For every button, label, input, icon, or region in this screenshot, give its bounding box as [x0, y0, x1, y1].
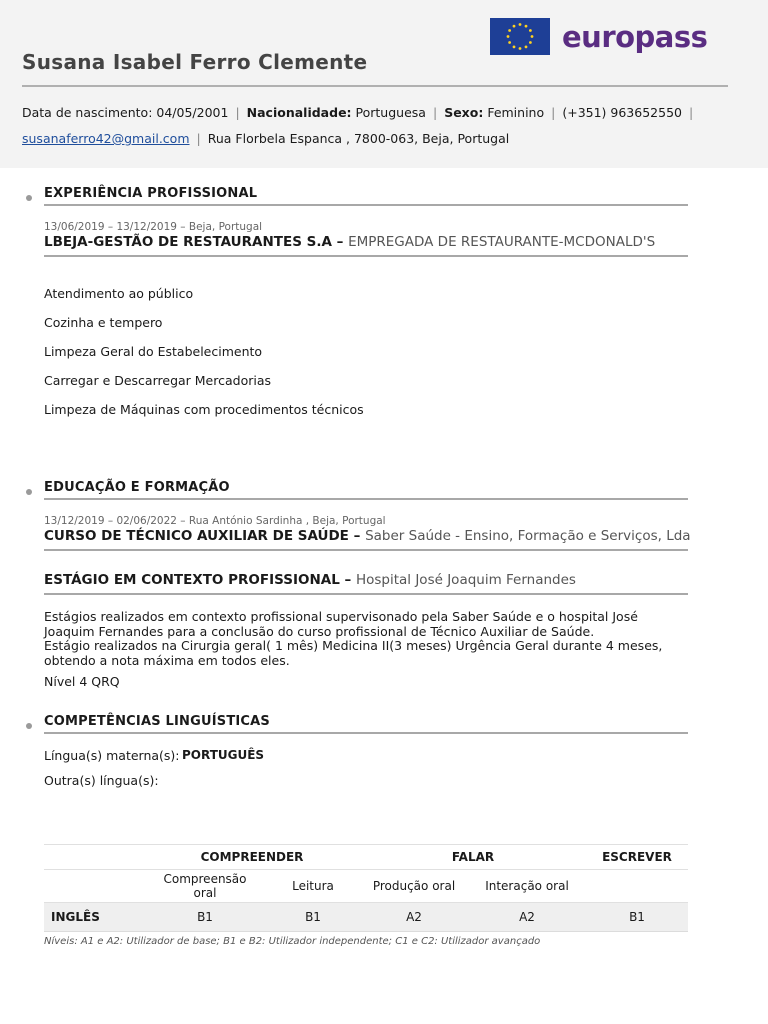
eu-star-icon [519, 23, 522, 26]
internship-heading [44, 572, 688, 595]
mother-tongue: PORTUGUÊS [182, 748, 265, 762]
column-group-header: ESCREVER [586, 845, 688, 870]
eu-star-icon [519, 47, 522, 50]
experience-meta: 13/06/2019 – 13/12/2019 – Beja, Portugal [44, 221, 263, 233]
birth-date: Data de nascimento: 04/05/2001 [22, 105, 229, 120]
eu-star-icon [525, 25, 528, 28]
eu-star-icon [531, 35, 534, 38]
email-link[interactable]: susanaferro42@gmail.com [22, 131, 190, 146]
skill-level: B1 [586, 903, 688, 932]
internship-title: ESTÁGIO EM CONTEXTO PROFISSIONAL – [44, 572, 356, 588]
eu-star-icon [507, 35, 510, 38]
section-title-languages: COMPETÊNCIAS LINGUÍSTICAS [44, 714, 688, 734]
eu-star-icon [513, 25, 516, 28]
section-bullet [26, 195, 32, 201]
levels-legend: Níveis: A1 e A2: Utilizador de base; B1 e B2: Utilizador independente; C1 e C2: Utilizador avançado [44, 936, 541, 947]
table-row [44, 903, 688, 932]
contact-row [22, 131, 509, 146]
eu-star-icon [529, 41, 532, 44]
column-header: Produção oral [360, 870, 468, 903]
table-cell [44, 845, 144, 870]
separator: | [688, 105, 694, 120]
cv-header [0, 0, 768, 168]
separator: | [551, 105, 556, 120]
section-bullet [26, 489, 32, 495]
sex-label: Sexo: [444, 105, 484, 120]
description-paragraph: Estágios realizados em contexto profissional supervisonado pela Saber Saúde e o hospital José Joaquim Fernandes para a conclusão do curso profissional de Técnico Auxiliar de Saúde. [44, 609, 638, 639]
language-name: INGLÊS [44, 903, 144, 932]
eu-star-icon [529, 29, 532, 32]
qualification-level: Nível 4 QRQ [44, 674, 120, 689]
internship-place: Hospital José Joaquim Fernandes [355, 572, 576, 588]
school-name: Saber Saúde - Ensino, Formação e Serviços, Lda [365, 528, 691, 544]
description-paragraph: Estágio realizados na Cirurgia geral( 1 mês) Medicina II(3 meses) Urgência Geral durante 4 meses, obtendo a nota máxima em todos eles. [44, 638, 663, 668]
sex: Feminino [487, 105, 545, 120]
eu-star-icon [525, 45, 528, 48]
separator: | [432, 105, 438, 120]
language-skills-table [44, 844, 688, 932]
table-subheader-row [44, 870, 688, 903]
section-title-experience: EXPERIÊNCIA PROFISSIONAL [44, 186, 688, 206]
course-name: CURSO DE TÉCNICO AUXILIAR DE SAÚDE – [44, 528, 366, 544]
table-cell [44, 870, 144, 903]
education-meta: 13/12/2019 – 02/06/2022 – Rua António Sardinha , Beja, Portugal [44, 515, 386, 527]
separator: | [235, 105, 240, 120]
divider [22, 85, 728, 87]
skill-level: B1 [266, 903, 360, 932]
other-languages-label: Outra(s) língua(s): [44, 773, 159, 788]
task-item: Limpeza Geral do Estabelecimento [44, 344, 263, 359]
task-item: Limpeza de Máquinas com procedimentos técnicos [44, 402, 364, 417]
nationality-label: Nacionalidade: [246, 105, 352, 120]
skill-level: B1 [144, 903, 266, 932]
column-group-header: COMPREENDER [144, 845, 360, 870]
skill-level: A2 [468, 903, 586, 932]
nationality: Portuguesa [355, 105, 426, 120]
task-item: Cozinha e tempero [44, 315, 163, 330]
job-role: EMPREGADA DE RESTAURANTE-MCDONALD'S [348, 234, 656, 250]
europass-logo [490, 18, 707, 55]
employer: LBEJA-GESTÃO DE RESTAURANTES S.A – [44, 234, 349, 250]
eu-star-icon [508, 41, 511, 44]
education-heading [44, 528, 691, 551]
table-cell [586, 870, 688, 903]
task-item: Atendimento ao público [44, 286, 194, 301]
table-header-row [44, 845, 688, 870]
eu-star-icon [513, 45, 516, 48]
address: Rua Florbela Espanca , 7800-063, Beja, Portugal [207, 131, 510, 146]
task-item: Carregar e Descarregar Mercadorias [44, 373, 272, 388]
column-group-header: FALAR [360, 845, 586, 870]
phone-number: (+351) 963652550 [562, 105, 682, 120]
experience-heading [44, 234, 688, 257]
separator: | [196, 131, 201, 146]
section-title-education: EDUCAÇÃO E FORMAÇÃO [44, 480, 688, 500]
eu-star-icon [508, 29, 511, 32]
column-header: Interação oral [468, 870, 586, 903]
column-header: Leitura [266, 870, 360, 903]
person-name: Susana Isabel Ferro Clemente [22, 50, 368, 74]
europass-wordmark: europass [562, 19, 708, 54]
personal-info-row [22, 105, 700, 120]
education-description [44, 610, 688, 668]
eu-flag-icon [490, 18, 550, 55]
column-header: Compreensão oral [144, 870, 266, 903]
section-bullet [26, 723, 32, 729]
skill-level: A2 [360, 903, 468, 932]
mother-tongue-label: Língua(s) materna(s): [44, 748, 180, 763]
